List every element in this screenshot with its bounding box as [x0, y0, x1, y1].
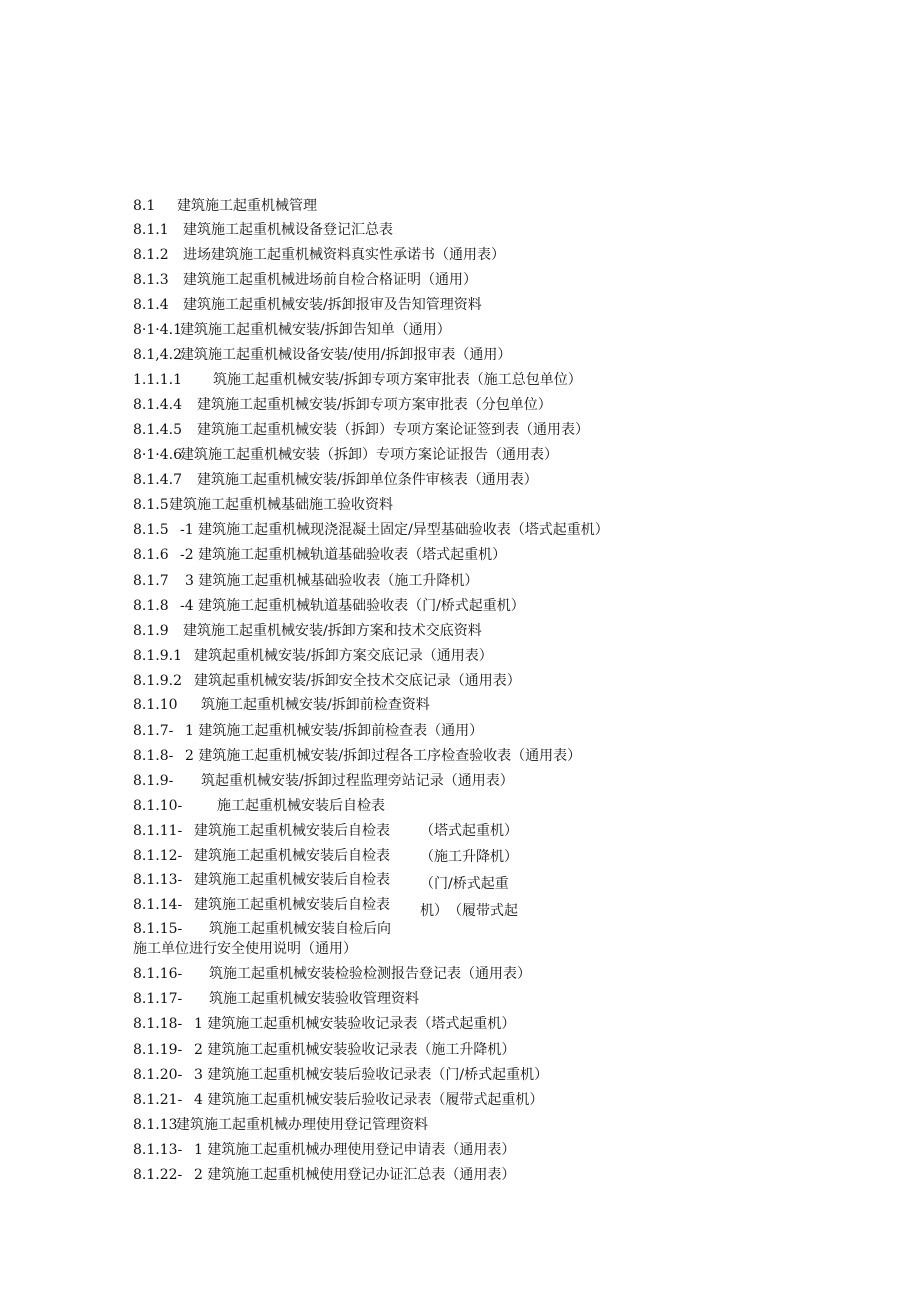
list-item [133, 369, 582, 391]
item-text: -4 建筑施工起重机械轨道基础验收表（门/桥式起重机） [180, 598, 525, 614]
list-item [133, 1013, 515, 1035]
list-item [133, 918, 391, 940]
item-text: 建筑施工起重机械安装/拆卸告知单（通用） [180, 322, 451, 338]
list-item [133, 720, 483, 742]
item-number: 8.1.13 [133, 1117, 178, 1133]
item-number: 8.1.9.1 [133, 648, 182, 664]
item-number: 8.1.4.5 [133, 422, 182, 438]
item-number: 8.1.10 [133, 697, 178, 713]
item-number: 8.1.21- [133, 1092, 183, 1108]
list-item [133, 694, 430, 716]
item-number: 8.1.4 [133, 297, 169, 313]
item-number: 8.1.6 [133, 547, 169, 563]
item-number: 8.1.5 [133, 497, 169, 513]
item-text: 建筑施工起重机械安装/拆卸方案和技术交底资料 [183, 623, 482, 639]
item-number: 8.1.16- [133, 966, 183, 982]
item-text: 建筑施工起重机械进场前自检合格证明（通用） [183, 272, 477, 288]
item-text: 建筑施工起重机械办理使用登记管理资料 [176, 1117, 428, 1133]
item-text: 建筑施工起重机械安装/拆卸报审及告知管理资料 [183, 297, 482, 313]
item-number: 8.1.1 [133, 222, 169, 238]
item-text: 筑施工起重机械安装/拆卸专项方案审批表（施工总包单位） [213, 372, 582, 388]
item-number: 8.1.18- [133, 1016, 183, 1032]
item-text: 建筑起重机械安装/拆卸方案交底记录（通用表） [194, 648, 493, 664]
list-item [133, 1064, 548, 1086]
item-number: 8.1.7 [133, 573, 169, 589]
list-item [133, 894, 390, 916]
item-text: -1 建筑施工起重机械现浇混凝土固定/异型基础验收表（塔式起重机） [180, 522, 609, 538]
list-item [133, 820, 390, 842]
list-item [133, 595, 525, 617]
list-item [133, 1089, 543, 1111]
item-text: 2 建筑施工起重机械安装验收记录表（施工升降机） [194, 1042, 516, 1058]
item-number: 8.1.2 [133, 247, 169, 263]
item-text: 2 建筑施工起重机械使用登记办证汇总表（通用表） [194, 1167, 516, 1183]
list-item [133, 494, 393, 516]
side-note: 机） （履带式起 [420, 903, 518, 919]
item-number: 8.1.20- [133, 1067, 183, 1083]
item-number: 8.1.5 [133, 522, 169, 538]
item-number: 8.1.4.7 [133, 472, 182, 488]
item-text: 建筑施工起重机械设备登记汇总表 [183, 222, 393, 238]
item-number: 8.1.9 [133, 623, 169, 639]
item-text: 1 建筑施工起重机械办理使用登记申请表（通用表） [194, 1142, 516, 1158]
item-number: 8.1.9- [133, 773, 174, 789]
item-text: 建筑施工起重机械安装（拆卸）专项方案论证报告（通用表） [180, 447, 558, 463]
item-text: 筑施工起重机械安装验收管理资料 [209, 991, 419, 1007]
side-note: （塔式起重机） [420, 823, 518, 839]
list-item [133, 845, 390, 867]
list-item [133, 1139, 515, 1161]
item-number: 8.1.13- [133, 1142, 183, 1158]
item-number: 1.1.1.1 [133, 372, 182, 388]
list-item [133, 195, 317, 217]
item-text: 建筑施工起重机械安装（拆卸）专项方案论证签到表（通用表） [197, 422, 589, 438]
item-number: 8.1.10- [133, 798, 183, 814]
list-item [133, 770, 514, 792]
list-item [133, 570, 478, 592]
list-item [133, 469, 538, 491]
item-text: 建筑施工起重机械基础施工验收资料 [169, 497, 393, 513]
item-text: 筑施工起重机械安装自检后向 [209, 921, 391, 937]
list-item [133, 294, 482, 316]
item-text: 建筑施工起重机械安装后自检表 [194, 872, 390, 888]
item-text: 建筑起重机械安装/拆卸安全技术交底记录（通用表） [194, 673, 521, 689]
item-text: 进场建筑施工起重机械资料真实性承诺书（通用表） [183, 247, 505, 263]
item-number: 8.1.8- [133, 748, 174, 764]
list-item [133, 344, 511, 366]
item-number: 8.1.11- [133, 823, 183, 839]
list-item [133, 963, 531, 985]
item-text: 筑施工起重机械安装检验检测报告登记表（通用表） [209, 966, 531, 982]
item-number: 8.1.12- [133, 848, 183, 864]
side-note: （施工升降机） [420, 849, 518, 865]
item-text: 3 建筑施工起重机械安装后验收记录表（门/桥式起重机） [194, 1067, 549, 1083]
item-number: 8.1,4.2 [133, 347, 182, 363]
list-item [133, 1164, 515, 1186]
list-item [133, 869, 390, 891]
item-text: 建筑施工起重机械安装后自检表 [194, 823, 390, 839]
item-text: 4 建筑施工起重机械安装后验收记录表（履带式起重机） [194, 1092, 544, 1108]
item-number: 8.1.19- [133, 1042, 183, 1058]
item-number: 8.1.7- [133, 723, 174, 739]
list-item [133, 795, 385, 817]
item-number: 8.1.15- [133, 921, 183, 937]
item-text: 1 建筑施工起重机械安装/拆卸前检查表（通用） [185, 723, 484, 739]
item-text: 2 建筑施工起重机械安装/拆卸过程各工序检查验收表（通用表） [185, 748, 582, 764]
list-item [133, 1039, 515, 1061]
item-number: 8.1.14- [133, 897, 183, 913]
list-item [133, 645, 493, 667]
list-item [133, 670, 521, 692]
item-number: 8.1.17- [133, 991, 183, 1007]
list-item [133, 1114, 428, 1136]
item-text: 施工单位进行安全使用说明（通用） [133, 941, 357, 957]
item-text: 建筑施工起重机械安装/拆卸单位条件审核表（通用表） [197, 472, 538, 488]
item-number: 8.1.8 [133, 598, 169, 614]
list-item [133, 219, 393, 241]
list-item [133, 244, 505, 266]
item-text: 施工起重机械安装后自检表 [217, 798, 385, 814]
item-number: 8.1.13- [133, 872, 183, 888]
item-text: -2 建筑施工起重机械轨道基础验收表（塔式起重机） [180, 547, 507, 563]
list-item [133, 620, 482, 642]
list-item [133, 988, 419, 1010]
item-text: 建筑施工起重机械设备安装/使用/拆卸报审表（通用） [180, 347, 512, 363]
item-text: 建筑施工起重机械安装后自检表 [194, 848, 390, 864]
list-item [133, 394, 552, 416]
item-text: 筑起重机械安装/拆卸过程监理旁站记录（通用表） [201, 773, 514, 789]
side-note: （门/桥式起重 [420, 876, 509, 892]
list-item [133, 519, 609, 541]
list-item [133, 444, 558, 466]
list-item [133, 319, 451, 341]
item-text: 建筑施工起重机械安装后自检表 [194, 897, 390, 913]
item-text: 建筑施工起重机械安装/拆卸专项方案审批表（分包单位） [197, 397, 552, 413]
item-number: 8.1.22- [133, 1167, 183, 1183]
item-number: 8.1 [133, 198, 156, 214]
item-number: 8.1.3 [133, 272, 169, 288]
list-item [133, 269, 477, 291]
list-item [133, 938, 357, 960]
list-item [133, 544, 506, 566]
item-number: 8.1.9.2 [133, 673, 182, 689]
list-item [133, 419, 589, 441]
item-number: 8·1·4.6 [133, 447, 182, 463]
item-text: 筑施工起重机械安装/拆卸前检查资料 [201, 697, 430, 713]
item-number: 8.1.4.4 [133, 397, 182, 413]
item-text: 1 建筑施工起重机械安装验收记录表（塔式起重机） [194, 1016, 516, 1032]
list-item [133, 745, 581, 767]
item-text: 建筑施工起重机械管理 [177, 198, 317, 214]
item-text: 3 建筑施工起重机械基础验收表（施工升降机） [185, 573, 479, 589]
item-number: 8·1·4.1 [133, 322, 182, 338]
